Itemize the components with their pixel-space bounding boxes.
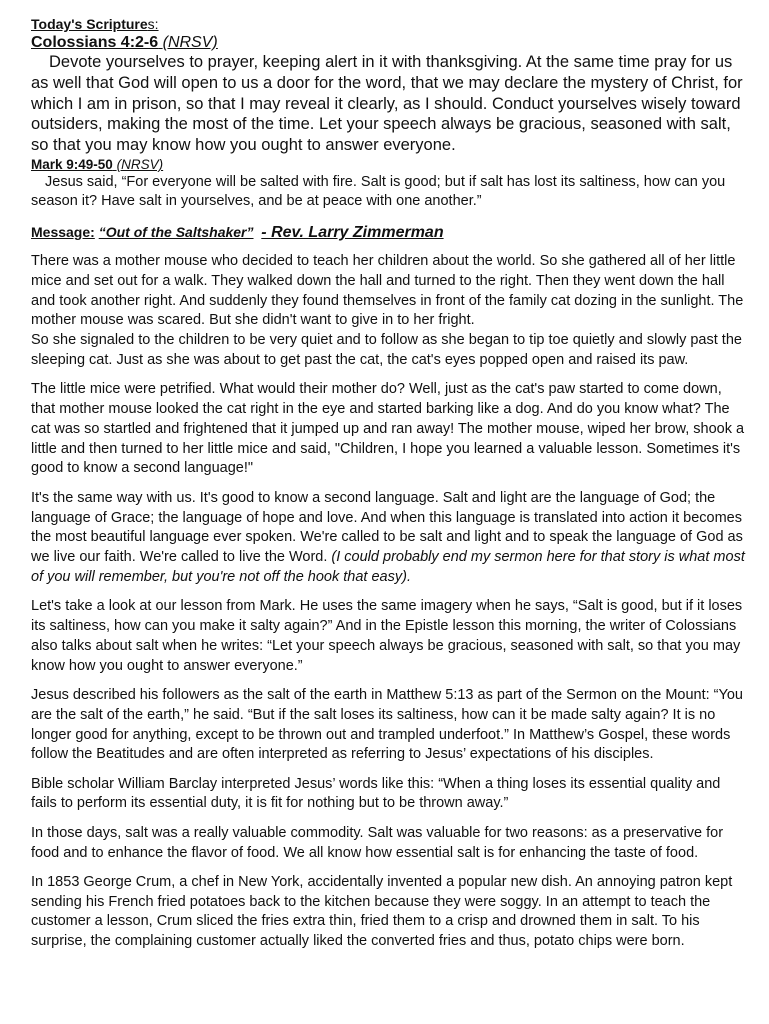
scriptures-heading-label: Today's Scripture [31, 16, 148, 32]
scriptures-heading [31, 16, 745, 33]
colossians-passage: Devote yourselves to prayer, keeping alert in it with thanksgiving. At the same time pray for us as well that God will open to us a door for the word, that we may declare the mystery of Christ, for which I am in prison, so that I may reveal it clearly, as I should. Conduct yourselves wisely toward outsiders, making the most of the time. Let your speech always be gracious, seasoned with salt, so that you may know how you ought to answer everyone. [31, 53, 743, 155]
paragraph-mouse-story-part2: So she signaled to the children to be very quiet and to follow as she began to tip toe quietly and slowly past the sleeping cat. Just as she was about to get past the cat, the cat's eyes popped open and raised its paw. [31, 332, 742, 368]
paragraph-lesson-mark: Let's take a look at our lesson from Mark. He uses the same imagery when he says, “Salt is good, but if it loses its saltiness, how can you make it salty again?” And in the Epistle lesson this morning, the writer of Colossians also talks about salt when he writes: “Let your speech always be gracious, seasoned with salt, so that you may know how you ought to answer everyone.” [31, 598, 743, 674]
mark-version: (NRSV) [116, 156, 164, 172]
mark-ref-text: Mark 9:49-50 [31, 156, 113, 172]
message-title: “Out of the Saltshaker” [98, 223, 254, 240]
paragraph-valuable-commodity: In those days, salt was a really valuable commodity. Salt was valuable for two reasons: as a preservative for food and to enhance the flavor of food. We all know how essential salt is for enhancing the taste of food. [31, 824, 724, 861]
paragraph-mice-petrified: The little mice were petrified. What would their mother do? Well, just as the cat's paw started to come down, that mother mouse looked the cat right in the eye and started barking like a dog. And do you know what? The cat was so startled and frightened that it jumped up and ran away! The mother mouse, wiped her brow, shook a little and then turned to her little mice and said, "Children, I hope you learned a valuable lesson. Sometimes it's good to know a second language!" [31, 381, 745, 477]
paragraph-mouse-story-part1: There was a mother mouse who decided to teach her children about the world. So she gathered all of her little mice and set out for a walk. They walked down the hall and turned to the right. Then they went down the hall and took another right. And suddenly they found themselves in front of the family cat dozing in the sunlight. The mother mouse was scared. But she didn't want to give in to her fright. [31, 252, 744, 329]
colossians-ref-text: Colossians 4:2-6 [31, 34, 159, 51]
paragraph-mouse-story [31, 252, 745, 371]
colossians-version: (NRSV) [162, 34, 218, 51]
message-label: Message: [31, 223, 95, 240]
document-page [31, 16, 745, 961]
paragraph-barclay: Bible scholar William Barclay interpreted Jesus’ words like this: “When a thing loses its essential quality and fails to perform its essential duty, it is fit for nothing but to be thrown away.” [31, 775, 721, 812]
mark-passage: Jesus said, “For everyone will be salted with fire. Salt is good; but if salt has lost its saltiness, how can you season it? Have salt in yourselves, and be at peace with one another.” [31, 173, 726, 210]
mark-reference [31, 156, 745, 173]
paragraph-salt-of-earth: Jesus described his followers as the salt of the earth in Matthew 5:13 as part of the Sermon on the Mount: “You are the salt of the earth,” he said. “But if the salt loses its saltiness, how can it be made salty again? It is no longer good for anything, except to be thrown out and trampled underfoot.” In Matthew’s Gospel, these words follow the Beatitudes and are often interpreted as referring to Jesus’ expectations of his disciples. [31, 686, 743, 763]
paragraph-george-crum: In 1853 George Crum, a chef in New York, accidentally invented a popular new dish. An annoying patron kept sending his French fried potatoes back to the kitchen because they were soggy. In an attempt to teach the customer a lesson, Crum sliced the fries extra thin, fried them to a crisp and drowned them in salt. To his surprise, the complaining customer actually liked the converted fries and thus, potato chips were born. [31, 873, 733, 950]
message-author: - Rev. Larry Zimmerman [261, 223, 444, 241]
paragraph-second-language [31, 489, 745, 588]
paragraph-second-language-text: It's the same way with us. It's good to know a second language. Salt and light are the language of God; the language of Grace; the language of hope and love. And when this language is translated into action it becomes the most beautiful language ever spoken. We're called to be salt and light and to speak the language of God as we live our faith. We're called to live the Word. [31, 489, 743, 566]
scriptures-heading-tail: s: [147, 16, 159, 32]
colossians-reference [31, 33, 745, 52]
message-heading [31, 222, 745, 243]
paragraph-second-language-aside: (I could probably end my sermon here for that story is what most of you will remember, but you're not off the hook that easy). [31, 549, 745, 585]
